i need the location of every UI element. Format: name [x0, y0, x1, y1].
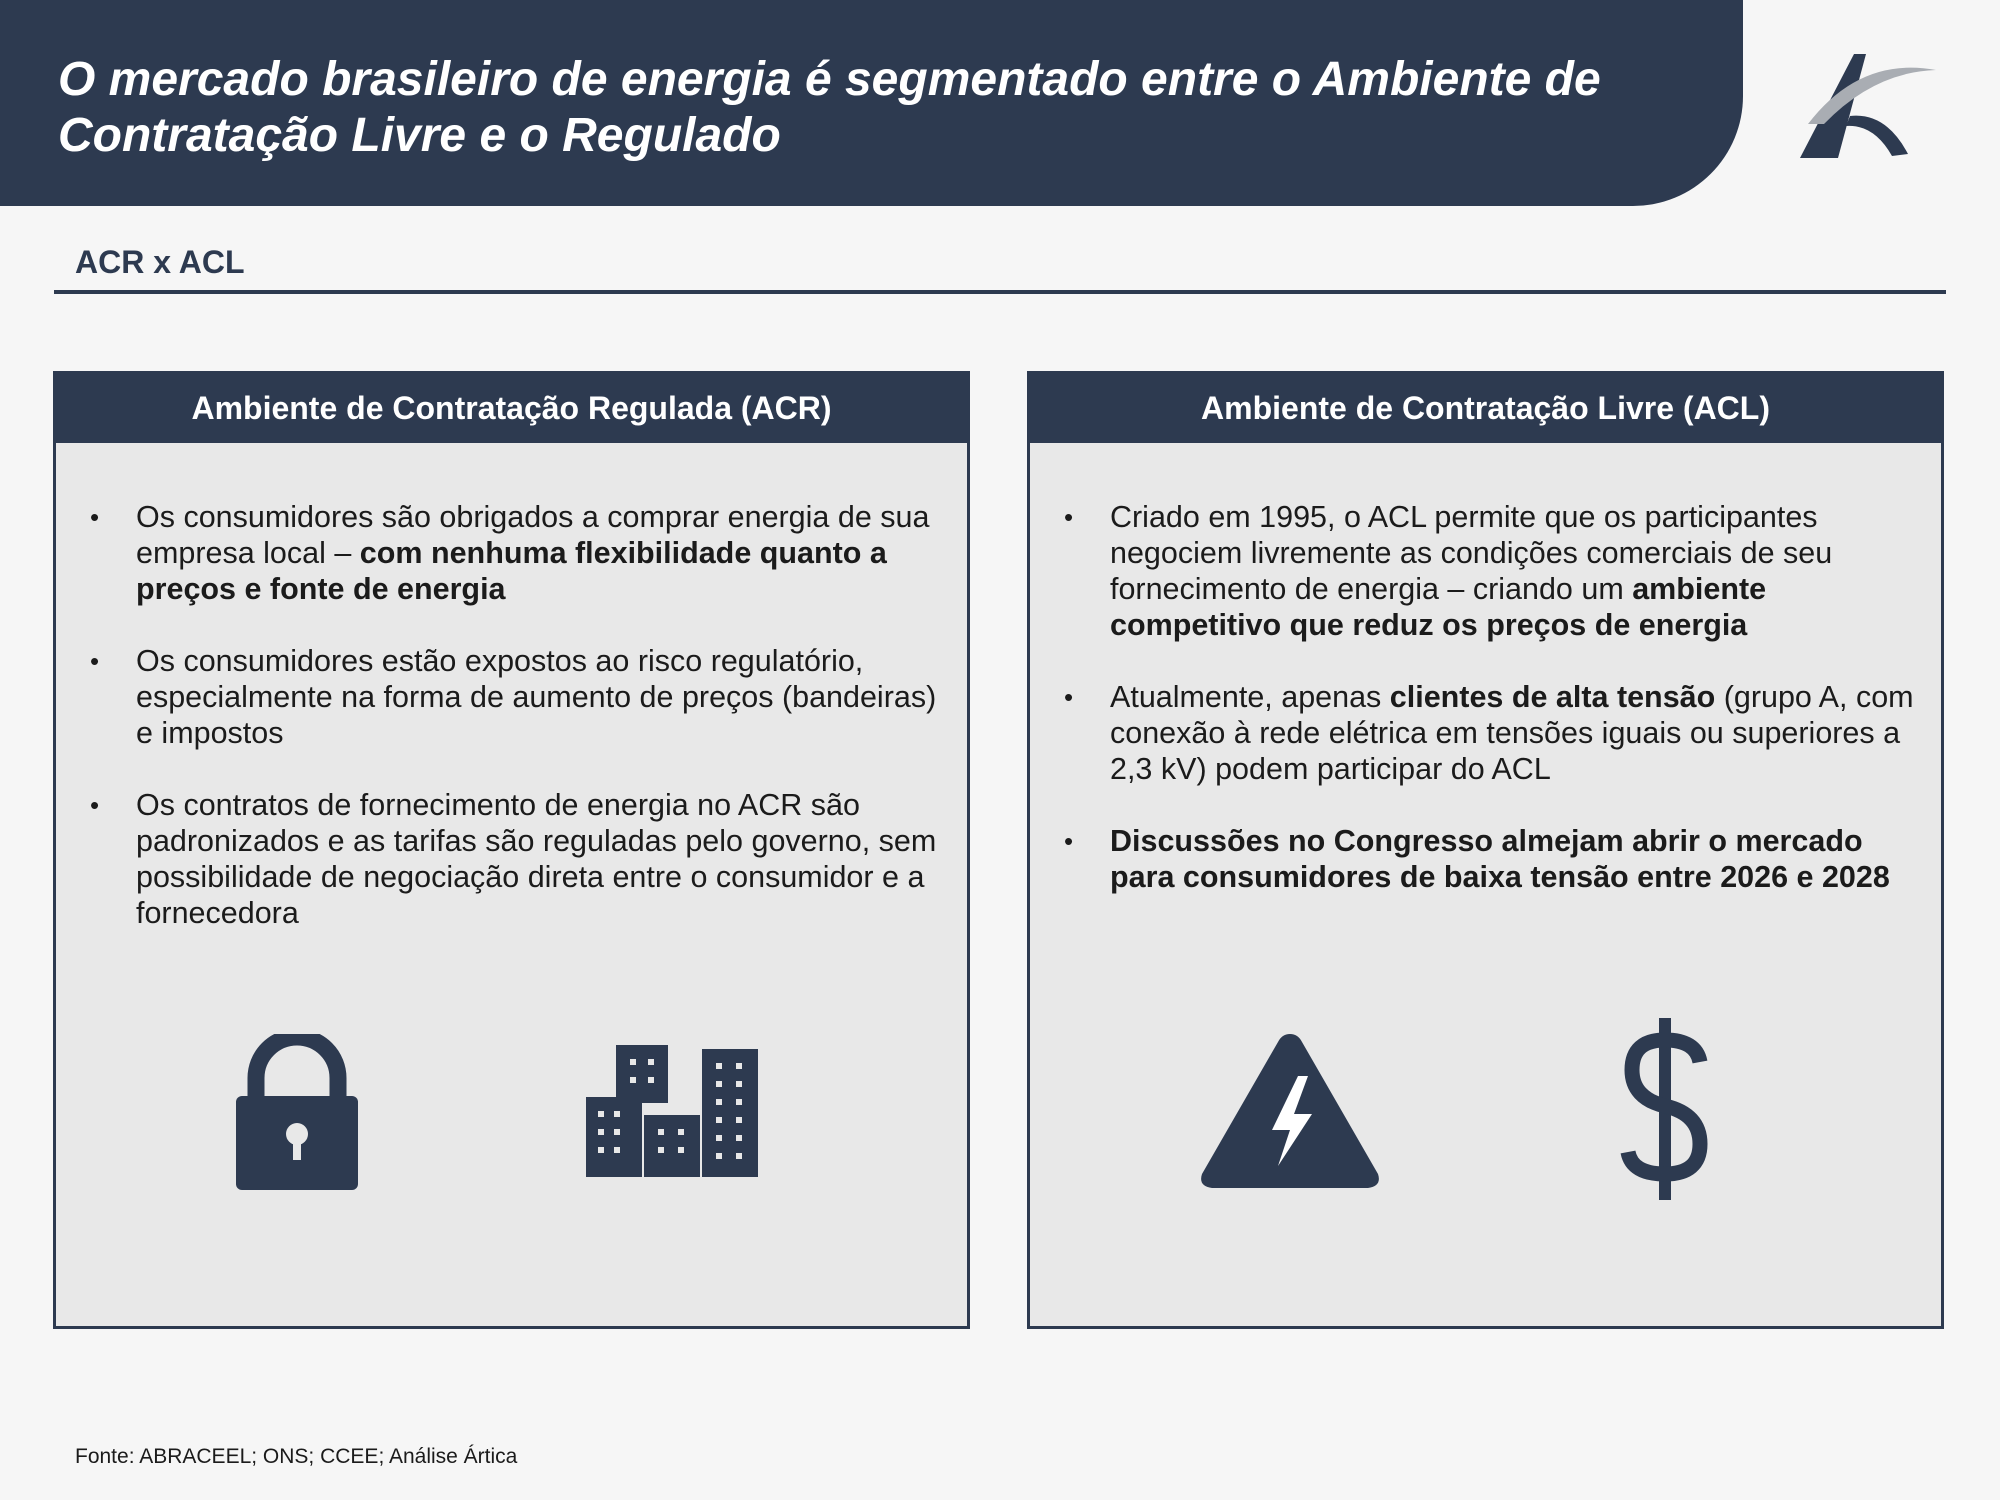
source-footnote: Fonte: ABRACEEL; ONS; CCEE; Análise Ártica [75, 1445, 518, 1468]
bullet-icon: • [90, 646, 100, 676]
list-item: • Discussões no Congresso almejam abrir o mercado para consumidores de baixa tensão entre 2026 e 2028 [1064, 824, 1890, 894]
header-banner [0, 0, 1743, 206]
company-logo-icon [1790, 46, 1940, 166]
bullet-icon: • [90, 790, 100, 820]
list-item: • Atualmente, apenas clientes de alta tensão (grupo A, com conexão à rede elétrica em tensões iguais ou superiores a 2,3 kV) podem participar do ACL [1064, 680, 1914, 786]
high-voltage-warning-icon [1198, 1028, 1382, 1190]
acr-panel-title: Ambiente de Contratação Regulada (ACR) [56, 374, 967, 443]
section-divider [54, 290, 1946, 294]
acr-panel [53, 371, 970, 1329]
acl-panel-title: Ambiente de Contratação Livre (ACL) [1030, 374, 1941, 443]
lock-icon [236, 1034, 358, 1194]
acl-bullet-list [1050, 499, 1920, 931]
list-item: • Criado em 1995, o ACL permite que os participantes negociem livremente as condições comerciais de seu fornecimento de energia – criando um ambiente competitivo que reduz os preços de energia [1064, 500, 1833, 642]
list-item: • Os consumidores são obrigados a comprar energia de sua empresa local – com nenhuma flexibilidade quanto a preços e fonte de energia [90, 500, 930, 606]
buildings-icon [586, 1045, 758, 1177]
acl-panel [1027, 371, 1944, 1329]
dollar-sign-icon [1620, 1018, 1710, 1200]
bullet-icon: • [1064, 502, 1074, 532]
list-item: • Os contratos de fornecimento de energia no ACR são padronizados e as tarifas são reguladas pelo governo, sem possibilidade de negociação direta entre o consumidor e a fornecedora [90, 788, 937, 930]
bullet-icon: • [90, 502, 100, 532]
section-label: ACR x ACL [75, 244, 245, 280]
acr-bullet-list [76, 499, 946, 967]
page-title: O mercado brasileiro de energia é segmentado entre o Ambiente de Contratação Livre e o Regulado [58, 53, 1601, 162]
bullet-icon: • [1064, 682, 1074, 712]
list-item: • Os consumidores estão expostos ao risco regulatório, especialmente na forma de aumento de preços (bandeiras) e impostos [90, 644, 937, 750]
bullet-icon: • [1064, 826, 1074, 856]
